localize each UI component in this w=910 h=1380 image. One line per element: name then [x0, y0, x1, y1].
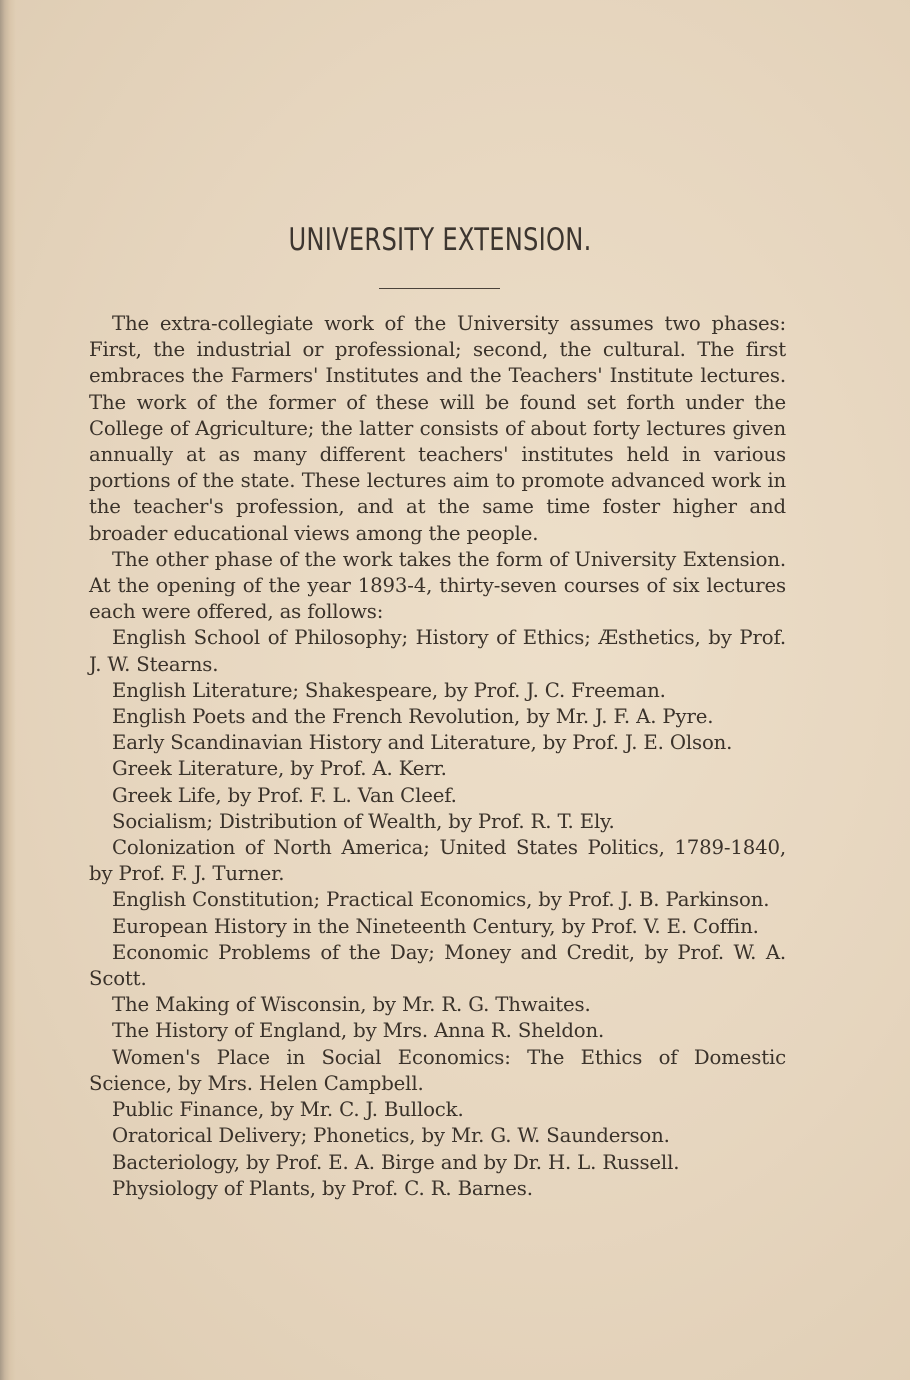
course-entry: Greek Life, by Prof. F. L. Van Cleef. [112, 783, 457, 807]
course-entry: English Constitution; Practical Economics, by Prof. J. B. Parkinson. [112, 888, 770, 912]
course-entry: The History of England, by Mrs. Anna R. Sheldon. [112, 1019, 605, 1043]
course-entry: Oratorical Delivery; Phonetics, by Mr. G. W. Saunderson. [112, 1124, 670, 1148]
course-entry: Greek Literature, by Prof. A. Kerr. [112, 757, 447, 781]
course-entry: Physiology of Plants, by Prof. C. R. Barnes. [112, 1176, 533, 1200]
course-entry: English School of Philosophy; History of Ethics; Æsthetics, by Prof. J. W. Stearns. [89, 626, 786, 676]
page-title: UNIVERSITY EXTENSION. [288, 222, 592, 258]
course-entry: European History in the Nineteenth Century, by Prof. V. E. Coffin. [112, 914, 759, 938]
course-entry: Women's Place in Social Economics: The Ethics of Domestic Science, by Mrs. Helen Campbell. [89, 1045, 786, 1095]
title-divider [379, 288, 500, 289]
course-entry: Public Finance, by Mr. C. J. Bullock. [112, 1098, 464, 1122]
paragraph-intro: The extra-collegiate work of the University assumes two phases: First, the industrial or professional; second, the cultural. The first embraces the Farmers' Institutes and the Teachers' Institute lectures. The work of the former of these will be found set forth under the College of Agriculture; the latter consists of about forty lectures given annually at as many different teachers' institutes held in various portions of the state. These lectures aim to promote advanced work in the teacher's profession, and at the same time foster higher and broader educational views among the people. [89, 312, 786, 545]
course-entry: English Literature; Shakespeare, by Prof. J. C. Freeman. [112, 678, 666, 702]
course-entry: The Making of Wisconsin, by Mr. R. G. Thwaites. [112, 993, 591, 1017]
course-entry: English Poets and the French Revolution, by Mr. J. F. A. Pyre. [112, 705, 714, 729]
course-entry: Bacteriology, by Prof. E. A. Birge and by Dr. H. L. Russell. [112, 1150, 680, 1174]
course-entry: Colonization of North America; United States Politics, 1789-1840, by Prof. F. J. Turner. [89, 836, 786, 886]
body-text [89, 311, 786, 1202]
course-entry: Economic Problems of the Day; Money and Credit, by Prof. W. A. Scott. [89, 940, 786, 991]
course-entry: Early Scandinavian History and Literature, by Prof. J. E. Olson. [112, 731, 733, 755]
paragraph-extension: The other phase of the work takes the form of University Extension. At the opening of the year 1893-4, thirty-seven courses of six lectures each were offered, as follows: [89, 547, 786, 624]
page-binding-edge [0, 0, 16, 1380]
course-list [89, 625, 786, 1201]
course-entry: Socialism; Distribution of Wealth, by Prof. R. T. Ely. [112, 809, 615, 833]
